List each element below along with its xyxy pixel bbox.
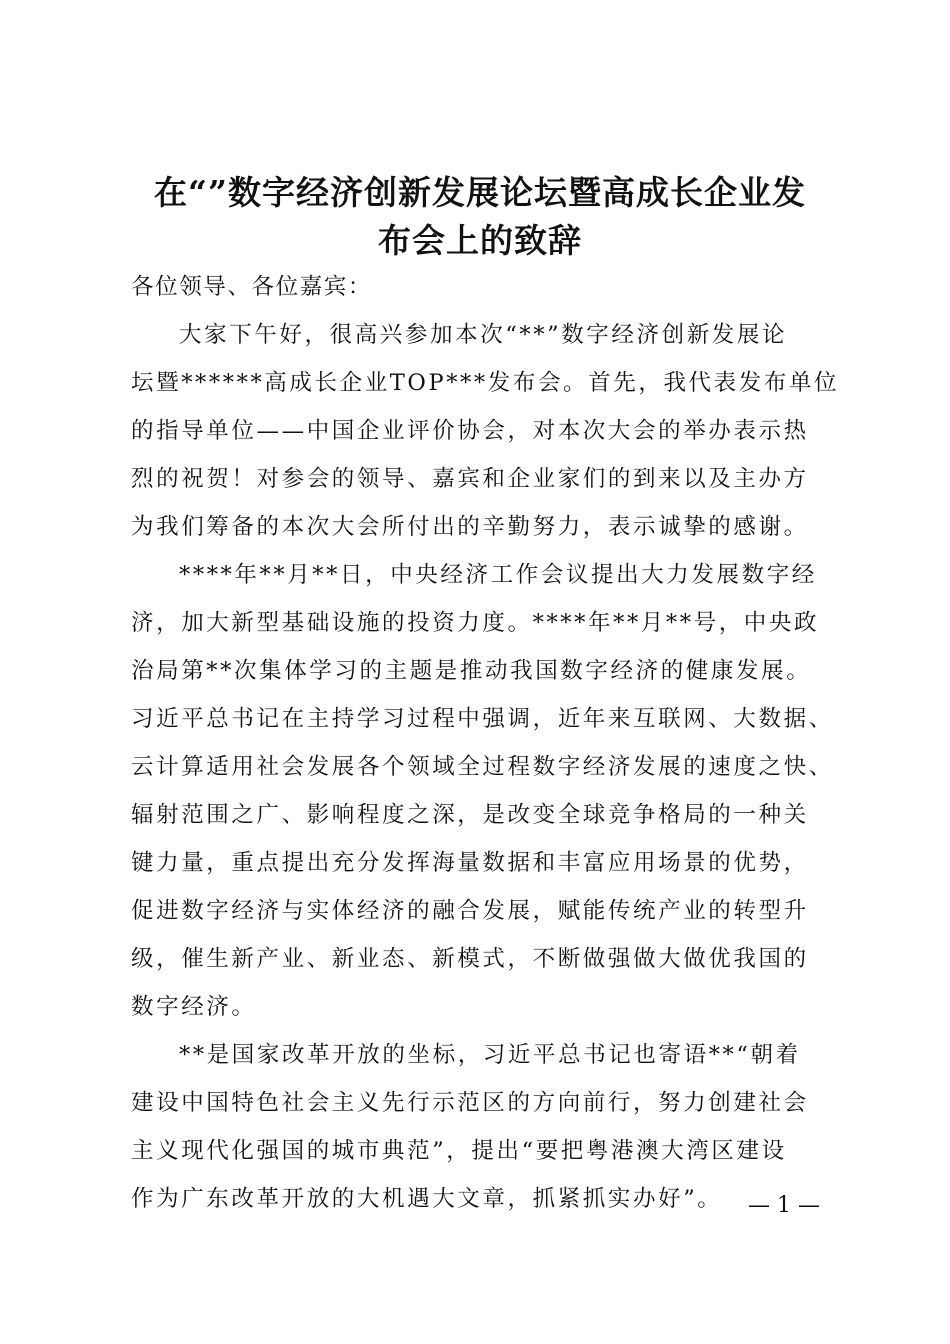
paragraph-1-line-2: 坛暨******高成长企业TOP***发布会。首先，我代表发布单位 [131, 370, 840, 396]
paragraph-2-line-1: ****年**月**日，中央经济工作会议提出大力发展数字经 [179, 562, 817, 588]
paragraph-2-line-3: 治局第**次集体学习的主题是推动我国数字经济的健康发展。 [131, 658, 812, 684]
document-title-line-1: 在“”数字经济创新发展论坛暨高成长企业发 [154, 173, 806, 212]
document-title-line-2: 布会上的致辞 [378, 221, 582, 260]
paragraph-1-line-5: 为我们筹备的本次大会所付出的辛勤努力，表示诚挚的感谢。 [131, 514, 809, 540]
paragraph-2-line-5: 云计算适用社会发展各个领域全过程数字经济发展的速度之快、 [131, 754, 834, 780]
paragraph-3-line-2: 建设中国特色社会主义先行示范区的方向前行，努力创建社会 [131, 1090, 809, 1116]
salutation: 各位领导、各位嘉宾： [131, 274, 373, 300]
paragraph-2-line-10: 数字经济。 [131, 994, 257, 1020]
paragraph-2-line-6: 辐射范围之广、影响程度之深，是改变全球竞争格局的一种关 [131, 802, 809, 828]
paragraph-2-line-4: 习近平总书记在主持学习过程中强调，近年来互联网、大数据、 [131, 706, 834, 732]
paragraph-2-line-2: 济，加大新型基础设施的投资力度。****年**月**号，中央政 [131, 610, 820, 636]
paragraph-3-line-4: 作为广东改革开放的大机遇大文章，抓紧抓实办好”。 [131, 1186, 723, 1212]
paragraph-1-line-3: 的指导单位——中国企业评价协会，对本次大会的举办表示热 [131, 418, 809, 444]
paragraph-2-line-8: 促进数字经济与实体经济的融合发展，赋能传统产业的转型升 [131, 898, 809, 924]
paragraph-1-line-1: 大家下午好，很高兴参加本次“**”数字经济创新发展论 [179, 322, 788, 348]
paragraph-3-line-1: **是国家改革开放的坐标，习近平总书记也寄语**“朝着 [179, 1042, 801, 1068]
paragraph-2-line-7: 键力量，重点提出充分发挥海量数据和丰富应用场景的优势， [131, 850, 809, 876]
paragraph-2-line-9: 级，催生新产业、新业态、新模式，不断做强做大做优我国的 [131, 946, 809, 972]
paragraph-1-line-4: 烈的祝贺！对参会的领导、嘉宾和企业家们的到来以及主办方 [131, 466, 809, 492]
page-number: — 1 — [748, 1193, 820, 1218]
paragraph-3-line-3: 主义现代化强国的城市典范”，提出“要把粤港澳大湾区建设 [131, 1138, 787, 1164]
